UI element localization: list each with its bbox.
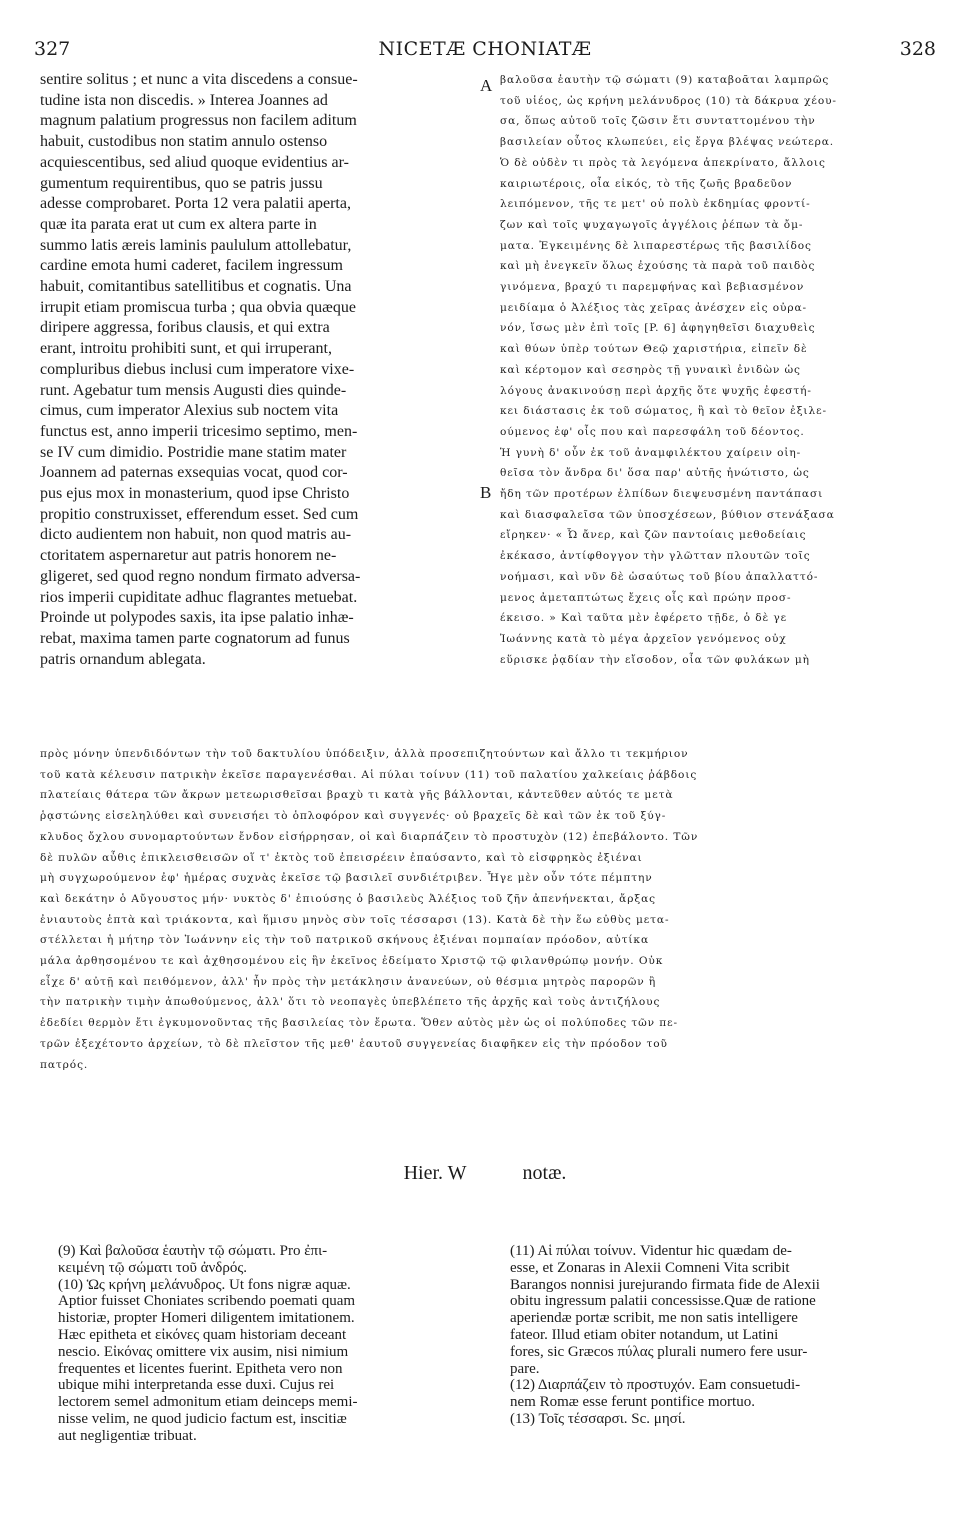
text-line: ούμενος ἐφ' οἷς που καὶ παρεσφάλη τοῦ δέοντος. [500, 425, 805, 438]
note-line: nescio. Εἰκόνας omittere vix ausim, nisi nimium [58, 1343, 349, 1360]
note-line: (11) Αἱ πύλαι τοίνυν. Videntur hic quædam de- [510, 1243, 792, 1259]
text-line: λόγους ἀνακινούσῃ περὶ ἀρχῆς ὅτε ψυχῆς ἐφεστή- [500, 384, 812, 397]
text-line: βαλοῦσα ἑαυτὴν τῷ σώματι (9) καταβοᾶται λαμπρῶς [500, 74, 830, 86]
greek-full-width-text [40, 744, 934, 1075]
note-line: (9) Καὶ βαλοῦσα ἑαυτὴν τῷ σώματι. Pro ἐπι- [58, 1243, 328, 1259]
note-line: κειμένη τῷ σώματι τοῦ ἀνδρός. [58, 1259, 248, 1276]
text-line: rebat, maxima tamen parte cognatorum ad funus [40, 629, 350, 647]
note-line: aut negligentiæ tribuat. [58, 1427, 197, 1444]
text-line: ζων καὶ τοῖς ψυχαγωγοῖς ἀγγέλοις ῥέπων τὰ ὄμ- [500, 218, 804, 231]
text-line: τρῶν ἐξεχέτοντο ἀρχείων, τὸ δὲ πλεῖστον τῆς μεθ' ἑαυτοῦ συγγενείας διαφῆκεν εἰς τὴν πρόοδον τοῦ [40, 1037, 668, 1050]
text-line: summo latis æreis laminis paululum attollebatur, [40, 236, 352, 254]
text-line: καὶ μὴ ἐνεγκεῖν ὅλως ἐχούσης τὰ παρὰ τοῦ παιδὸς [500, 260, 816, 273]
text-line: ἐδεδίει θερμὸν ἔτι ἐγκυμονοῦντας τῆς βασιλείας τὸν ἔρωτα. Ὅθεν αὐτὸς μὲν ὡς οἱ πολύποδες τῶν πε- [40, 1017, 678, 1030]
text-line: Ἡ γυνὴ δ' οὖν ἐκ τοῦ ἀναμφιλέκτου χαίρειν οἰη- [500, 446, 802, 459]
note-line: (10) Ὡς κρήνη μελάνυδρος. Ut fons nigræ aquæ. [58, 1276, 351, 1293]
text-line: gumentum requirentibus, quo se patris jussu [40, 174, 323, 192]
text-line: ἐνιαυτοὺς ἑπτὰ καὶ τριάκοντα, καὶ ἥμισυ μηνὸς σὺν τοῖς τέσσαρσι (13). Κατὰ δὲ τὴν ἕω εὐθὺς μετα- [40, 913, 670, 926]
text-line: πλατείαις θάτερα τῶν ἄκρων μετεωρισθεῖσαι βραχὺ τι κατὰ γῆς βάλλονται, κἀντεῦθεν αὐτός τε μετὰ [40, 789, 674, 802]
text-line: irrupit etiam promiscua turba ; qua obvia quæque [40, 298, 356, 316]
note-line: historiæ, propter Homeri diligentem imitationem. [58, 1310, 355, 1327]
note-line: Hæc epitheta et εἰκόνες quam historiam deceant [58, 1326, 347, 1343]
note-line: nisse velim, ne quod judicio factum est, inscitiæ [58, 1410, 347, 1427]
text-line: runt. Agebatur tum mensis Augusti dies quinde- [40, 381, 347, 399]
text-line: λειπόμενον, τῆς τε μετ' οὐ πολὺ ἐκδημίας φροντί- [500, 198, 811, 211]
text-line: καὶ θύων ὑπὲρ τούτων Θεῷ χαριστήρια, εἰπεῖν δὲ [500, 343, 808, 356]
margin-mark-a: A [480, 76, 493, 95]
text-line: magnum palatium progressus non facilem aditum [40, 112, 357, 130]
note-line: Barangos nonnisi jurejurando firmata fide de Alexii [510, 1276, 820, 1293]
text-line: Ὁ δὲ οὐδὲν τι πρὸς τὰ λεγόμενα ἀπεκρίνατο, ἄλλοις [500, 156, 826, 169]
text-line: habuit, comitantibus satellitibus et cognatis. Una [40, 278, 352, 296]
text-line: καὶ δεκάτην ὁ Αὔγουστος μήν· νυκτὸς δ' ἐπιούσης ὁ βασιλεὺς Ἀλέξιος τοῦ ζῆν ἀπενήνεκται, ἄρξας [40, 892, 656, 905]
text-line: πατρός. [40, 1058, 89, 1071]
text-line: κλυδος ὄχλου συνομαρτούντων ἔνδον εἰσήρρησαν, οἱ καὶ διαρπάζειν τὸ προστυχὸν (12) ἐπεβάλοντο. Τῶν [40, 830, 699, 843]
text-line: ματα. Ἐγκειμένης δὲ λιπαρεστέρως τῆς βασιλίδος [500, 239, 812, 252]
note-line: (13) Τοῖς τέσσαρσι. Sc. μησί. [510, 1410, 686, 1427]
text-line: εἴρηκεν· « Ὦ ἄνερ, καὶ ζῶν παντοίαις μεθοδείαις [500, 529, 807, 542]
text-line: dicto audientem non habuit, non quod matris au- [40, 526, 352, 544]
page-number-right: 328 [899, 38, 936, 60]
text-line: ἐκέκασο, ἀντίφθογγον τὴν γλῶτταν πλουτῶν τοῖς [500, 550, 811, 563]
note-line: nem Romæ esse ferunt pontifice mortuo. [510, 1394, 755, 1411]
note-line: frequentes et licentes fuerint. Epitheta vero non [58, 1360, 343, 1377]
note-line: obitu ingressum palatii concessisse.Quæ de ratione [510, 1293, 816, 1310]
running-head: NICETÆ CHONIATÆ [378, 38, 592, 60]
text-line: γινόμενα, βραχύ τι παρεμφήνας καὶ βεβιασμένον [500, 281, 805, 294]
text-line: καιριωτέροις, οἷα εἰκός, τὸ τῆς ζωῆς βραδεῦον [500, 177, 793, 190]
text-line: θεῖσα τὸν ἄνδρα δι' ὅσα παρ' αὐτῆς ἠνώτιστο, ὡς [500, 467, 810, 480]
text-line: τοῦ κατὰ κέλευσιν πατρικὴν ἐκεῖσε παραγενέσθαι. Αἱ πύλαι τοίνυν (11) τοῦ παλατίου χαλκείαις ῥάβδοις [40, 768, 698, 781]
text-line: τὴν πατρικὴν τιμὴν ἀπωθούμενος, ἀλλ' ὅτι τὸ νεοπαγὲς ὑπεβλέπετο τῆς ἀρχῆς καὶ τοὺς ἀντιζήλους [40, 996, 661, 1009]
note-line: (12) Διαρπάζειν τὸ προστυχόν. Eam consuetudi- [510, 1377, 801, 1394]
text-line: καὶ κέρτομον καὶ σεσηρὸς τῇ γυναικὶ ἐνιδὼν ὡς [500, 363, 801, 376]
note-line: fateor. Illud etiam obiter notandum, ut Latini [510, 1326, 779, 1343]
text-line: ctoritatem aspernaretur aut patris honorem ne- [40, 547, 337, 565]
latin-column [40, 70, 472, 670]
text-line: στέλλεται ἡ μήτηρ τὸν Ἰωάννην εἰς τὴν τοῦ πατρικοῦ σκήνους ἐξιέναι πομπαίαν πρόοδον, αὐτίκα [40, 934, 649, 947]
text-line: εἶχε δ' αὐτῇ καὶ πειθόμενον, ἀλλ' ἦν πρὸς τὴν μετάκλησιν ἀνανεύων, οὐ θέσμια μητρὸς παρορῶν ἢ [40, 975, 657, 988]
text-line: Ἰωάννης κατὰ τὸ μέγα ἀρχεῖον γενόμενος οὐχ [500, 632, 787, 645]
text-line: τοῦ υἱέος, ὡς κρήνη μελάνυδρος (10) τὰ δάκρυα χέου- [500, 94, 837, 107]
text-line: νοήμασι, καὶ νῦν δὲ ὡσαύτως τοῦ βίου ἀπαλλαττό- [500, 570, 819, 583]
text-line: εὕρισκε ῥᾳδίαν τὴν εἴσοδον, οἷα τῶν φυλάκων μὴ [500, 653, 810, 666]
text-line: erant, introitu prohibiti sunt, et qui irruperant, [40, 340, 332, 358]
text-line: Joannem ad paternas exsequias vocat, quod cor- [40, 464, 348, 482]
notes-heading [0, 1162, 970, 1185]
text-line: ἤδη τῶν προτέρων ἐλπίδων διεψευσμένη παντάπασι [500, 488, 824, 501]
text-line: μενος ἀμεταπτώτως ἔχεις οἷς καὶ πρώην προσ- [500, 591, 792, 604]
text-line: έκεισο. » Καὶ ταῦτα μὲν ἐφέρετο τῇδε, ὁ δὲ γε [500, 612, 787, 625]
text-line: propitio construxisset, efferendum esset. Sed cum [40, 505, 359, 523]
notes-heading-part2: notæ. [522, 1162, 567, 1184]
text-line: σα, ὅπως αὐτοῦ τοῖς ζῶσιν ἔτι συνταττομένου τὴν [500, 115, 816, 128]
note-line: fores, sic Græcos πύλας plurali numero fere usur- [510, 1343, 808, 1360]
greek-column [500, 70, 934, 670]
note-line: ubique mihi interpretanda esse duxi. Cujus rei [58, 1377, 335, 1394]
text-line: sentire solitus ; et nunc a vita discedens a consue- [40, 71, 358, 88]
text-line: functus est, anno imperii tricesimo septimo, men- [40, 422, 358, 440]
page-number-left: 327 [34, 38, 71, 60]
text-line: καὶ διασφαλεῖσα τῶν ὑποσχέσεων, βύθιον στενάξασα [500, 508, 835, 521]
text-line: cardine emota humi caderet, facilem ingressum [40, 257, 343, 275]
text-line: gligeret, sed quod regno nondum firmato adversa- [40, 567, 361, 585]
text-line: habuit, custodibus non statim annulo ostenso [40, 133, 328, 151]
text-line: rios imperii cupiditate adhuc flagrantes metuebat. [40, 588, 358, 606]
text-line: δὲ πυλῶν αὖθις ἐπικλεισθεισῶν οἵ τ' ἐκτὸς τοῦ ἐπεισρέειν ἐπαύσαντο, καὶ τὸ εἰσφρηκὸς ἐξιέναι [40, 851, 643, 864]
text-line: quæ ita parata erat ut cum ex altera parte in [40, 215, 317, 233]
text-line: πρὸς μόνην ὑπενδιδόντων τὴν τοῦ δακτυλίου ὑπόδειξιν, ἀλλὰ προσεπιζητούντων καὶ ἄλλο τι τεκμήριον [40, 748, 689, 760]
text-line: patris ornandum ablegata. [40, 650, 206, 668]
text-line: μειδίαμα ὁ Ἀλέξιος τὰς χεῖρας ἀνέσχεν εἰς οὐρα- [500, 301, 807, 314]
text-line: acquiescentibus, sed aliud quoque evidentius ar- [40, 153, 349, 171]
text-line: βασιλείαν οὗτος κλωπεύει, εἰς ἔργα βλέψας νεώτερα. [500, 136, 835, 149]
text-line: κει διάστασις ἐκ τοῦ σώματος, ἢ καὶ τὸ θεῖον ἐξιλε- [500, 405, 827, 418]
note-line: pare. [510, 1360, 540, 1377]
text-line: cimus, cum imperator Alexius sub noctem vita [40, 402, 339, 420]
text-line: Proinde ut polypodes saxis, ita ipse palatio inhæ- [40, 609, 354, 627]
note-line: lectorem semel admonitum etiam deinceps memi- [58, 1394, 358, 1411]
text-line: compluribus diebus inclusi cum imperatore vixe- [40, 360, 355, 378]
note-line: aperiendæ portæ scribit, me non satis intelligere [510, 1310, 798, 1327]
text-line: μὴ συγχωρούμενον ἐφ' ἡμέρας συχνὰς ἐκεῖσε τῷ βασιλεῖ συνδιέτριβεν. Ἦγε μὲν οὖν τότε πέμπτην [40, 872, 653, 885]
text-line: νόν, ἴσως μὲν ἐπὶ τοῖς [P. 6] ἀφηγηθεῖσι διαχυθεὶς [500, 322, 816, 335]
text-line: μάλα ἀρθησομένου τε καὶ ἀχθησομένου εἰς ἣν ἐκεῖνος ἐδείματο Χριστῷ τῷ φιλανθρώπῳ μονήν. Οὐκ [40, 955, 664, 968]
text-line: se IV cum dimidio. Postridie mane statim mater [40, 443, 347, 461]
text-line: ῥᾳστώνης εἰσεληλύθει καὶ συνεισήει τὸ ὁπλοφόρον καὶ συγγενές· οὐ βραχεῖς δὲ καὶ τῶν ἐκ τοῦ ξύγ- [40, 810, 667, 823]
note-line: esse, et Zonaras in Alexii Comneni Vita scribit [510, 1259, 790, 1276]
margin-mark-b: B [480, 483, 492, 502]
text-line: diripere aggressa, foribus clausis, et qui extra [40, 319, 330, 337]
notes-right-column [510, 1243, 934, 1428]
notes-heading-part1: Hier. W [403, 1162, 467, 1184]
note-line: Aptior fuisset Choniates scribendo poemati quam [58, 1293, 356, 1310]
text-line: pus ejus mox in monasterium, quod ipse Christo [40, 485, 350, 503]
text-line: tudine ista non discedis. » Interea Joannes ad [40, 91, 328, 109]
notes-left-column [58, 1243, 476, 1445]
text-line: adesse comprobaret. Porta 12 vera palatii aperta, [40, 195, 351, 213]
